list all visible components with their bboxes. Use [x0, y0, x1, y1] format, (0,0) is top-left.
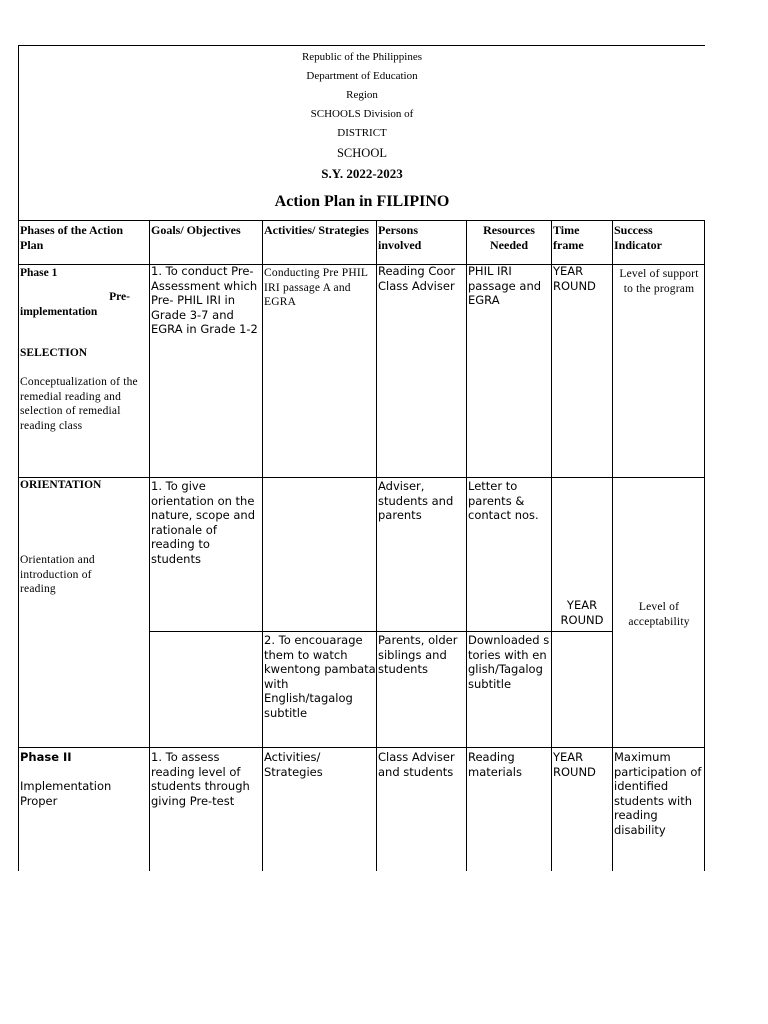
republic-line: Republic of the Philippines [301, 51, 423, 63]
phase1-sub-part2: implementation [20, 305, 98, 318]
row2-goal: 1. To give orientation on the nature, scope and rationale of reading to students [151, 479, 256, 566]
phase1-sub-part1: Pre- [109, 291, 130, 303]
row1-activity: Conducting Pre PHIL IRI passage A and EGRA [264, 267, 368, 308]
row1-persons: Reading Coor Class Adviser [378, 264, 456, 293]
col-border-3 [376, 220, 377, 871]
school-line: SCHOOL [336, 146, 387, 160]
action-plan-document [18, 45, 705, 837]
table-top-border [18, 220, 705, 221]
col-border-7 [704, 220, 705, 871]
row2-persons: Adviser, students and parents [378, 479, 454, 522]
col-header-goals: Goals/ Objectives [151, 223, 241, 237]
col-border-1 [149, 220, 150, 871]
row1-timeframe: YEAR ROUND [553, 264, 596, 293]
col-header-activities: Activities/ Strategies [264, 223, 369, 237]
row4-activity: Activities/ Strategies [264, 750, 323, 779]
col-header-persons: Persons involved [378, 223, 422, 252]
row4-indicator: Maximum participation of identified students with reading disability [614, 750, 702, 837]
row3-persons: Parents, older siblings and students [378, 633, 458, 676]
col-border-5 [551, 220, 552, 871]
selection-label: SELECTION [20, 347, 88, 359]
row3-activity: 2. To encouarage them to watch kwentong pambata with English/tagalog subtitle [264, 633, 376, 720]
document-title: Action Plan in FILIPINO [274, 193, 450, 210]
col-header-resources: Resources Needed [483, 223, 535, 252]
orientation-label: ORIENTATION [20, 479, 102, 491]
row1-indicator: Level of support to the program [619, 268, 699, 295]
row1-resources: PHIL IRI passage and EGRA [468, 264, 542, 307]
col-header-timeframe: Time frame [553, 223, 584, 252]
col-header-indicator: Success Indicator [614, 223, 662, 252]
selection-desc: Conceptualization of the remedial reading and selection of remedial reading class [20, 376, 138, 432]
row3-resources: Downloaded stories with english/Tagalog subtitle [468, 633, 550, 691]
school-year: S.Y. 2022-2023 [321, 166, 403, 181]
col-header-phases: Phases of the Action Plan [20, 223, 123, 252]
action-plan-table [18, 220, 705, 871]
row2-indicator: Level of acceptability [628, 601, 690, 628]
phase2-sub: Implementation Proper [20, 779, 112, 808]
col-border-6 [612, 220, 613, 871]
row4-resources: Reading materials [468, 750, 522, 779]
row2-split-border [149, 631, 613, 632]
phase1-title: Phase 1 [20, 267, 58, 279]
district-line: DISTRICT [337, 127, 387, 139]
col-border-2 [262, 220, 263, 871]
division-line: SCHOOLS Division of [310, 108, 414, 120]
orientation-desc: Orientation and introduction of reading [20, 554, 95, 595]
row3-border [18, 747, 705, 748]
col-border-4 [466, 220, 467, 871]
phase1-sub [20, 290, 130, 319]
row4-timeframe: YEAR ROUND [553, 750, 596, 779]
phase2-title: Phase II [20, 750, 72, 764]
row4-goal: 1. To assess reading level of students through giving Pre-test [151, 750, 250, 808]
document-header [18, 45, 705, 220]
row4-persons: Class Adviser and students [378, 750, 455, 779]
region-line: Region [346, 89, 378, 101]
row1-goal: 1. To conduct Pre-Assessment which Pre- PHIL IRI in Grade 3-7 and EGRA in Grade 1-2 [151, 264, 258, 336]
row2-resources: Letter to parents & contact nos. [468, 479, 539, 522]
col-border-0 [18, 220, 19, 871]
department-line: Department of Education [306, 70, 418, 82]
row2-timeframe: YEAR ROUND [560, 598, 604, 627]
